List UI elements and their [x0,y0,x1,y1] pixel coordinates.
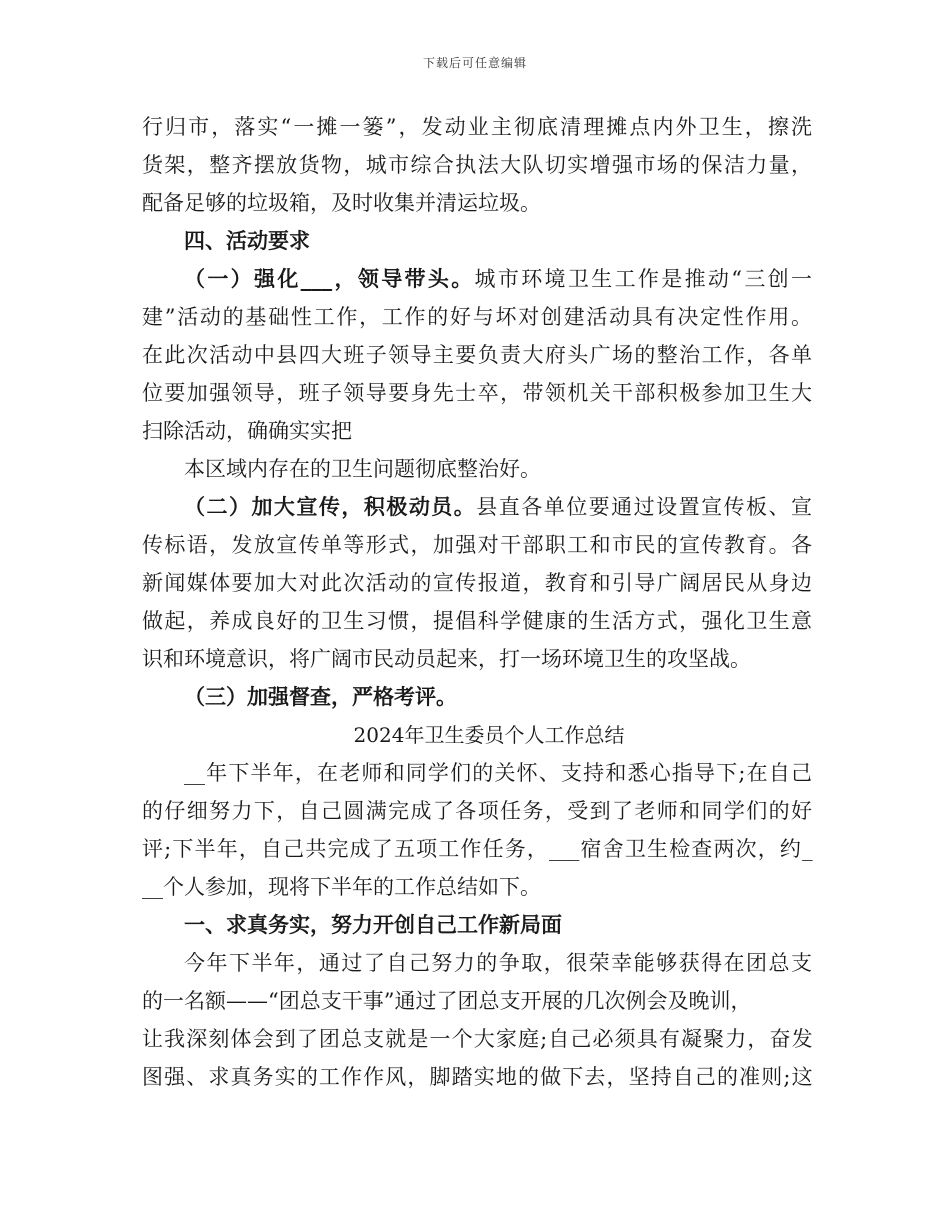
body-text: 县直各单位要通过设置宣传板、宣 [476,495,813,519]
body-line: 配备足够的垃圾箱，及时收集并清运垃圾。 [142,191,541,215]
body-line [142,678,812,716]
document-body [142,108,812,1096]
body-line: 评;下半年，自己共完成了五项工作任务，___宿舍卫生检查两次，约_ [142,837,812,861]
body-line: 新闻媒体要加大对此次活动的宣传报道，教育和引导广阔居民从身边 [142,571,812,595]
section-heading: 四、活动要求 [184,228,310,253]
body-line: 的一名额——“团总支干事”通过了团总支开展的几次例会及晚训， [142,989,752,1013]
body-line: 今年下半年，通过了自己努力的争取，很荣幸能够获得在团总支 [184,951,812,975]
page-header: 下载后可任意编辑 [422,56,527,70]
body-line: 货架，整齐摆放货物，城市综合执法大队切实增强市场的保洁力量， [142,153,812,177]
body-line: 让我深刻体会到了团总支就是一个大家庭;自己必须具有凝聚力，奋发 [142,1027,812,1051]
document-title: 2024年卫生委员个人工作总结 [353,723,625,747]
body-line: 在此次活动中县四大班子领导主要负责大府头广场的整治工作，各单 [142,343,812,367]
body-line: 位要加强领导，班子领导要身先士卒，带领机关干部积极参加卫生大 [142,381,812,405]
body-line: 的仔细努力下，自己圆满完成了各项任务，受到了老师和同学们的好 [142,799,812,823]
body-line: 建”活动的基础性工作，工作的好与坏对创建活动具有决定性作用。 [142,305,812,329]
body-line: 图强、求真务实的工作作风，脚踏实地的做下去，坚持自己的准则;这 [142,1065,812,1089]
section-heading: 一、求真务实，努力开创自己工作新局面 [184,912,562,937]
body-line: 扫除活动，确确实实把 [142,419,352,443]
body-line: __个人参加，现将下半年的工作总结如下。 [142,875,541,899]
body-line: 做起，养成良好的卫生习惯，提倡科学健康的生活方式，强化卫生意 [142,609,812,633]
body-line: 识和环境意识，将广阔市民动员起来，打一场环境卫生的攻坚战。 [142,647,751,671]
subsection-heading: （一）强化___，领导带头。 [184,266,475,291]
subsection-heading: （二）加大宣传，积极动员。 [184,494,477,519]
subsection-heading: （三）加强督查，严格考评。 [184,684,457,709]
body-line [142,260,812,298]
body-line: 行归市，落实“一摊一篓”，发动业主彻底清理摊点内外卫生，擦洗 [142,115,812,139]
body-text: 城市环境卫生工作是推动“三创一 [474,267,812,291]
body-line: 传标语，发放宣传单等形式，加强对干部职工和市民的宣传教育。各 [142,533,812,557]
body-line: 本区域内存在的卫生问题彻底整治好。 [184,457,541,481]
body-line: __年下半年，在老师和同学们的关怀、支持和悉心指导下;在自己 [184,761,812,785]
body-line [142,488,812,526]
